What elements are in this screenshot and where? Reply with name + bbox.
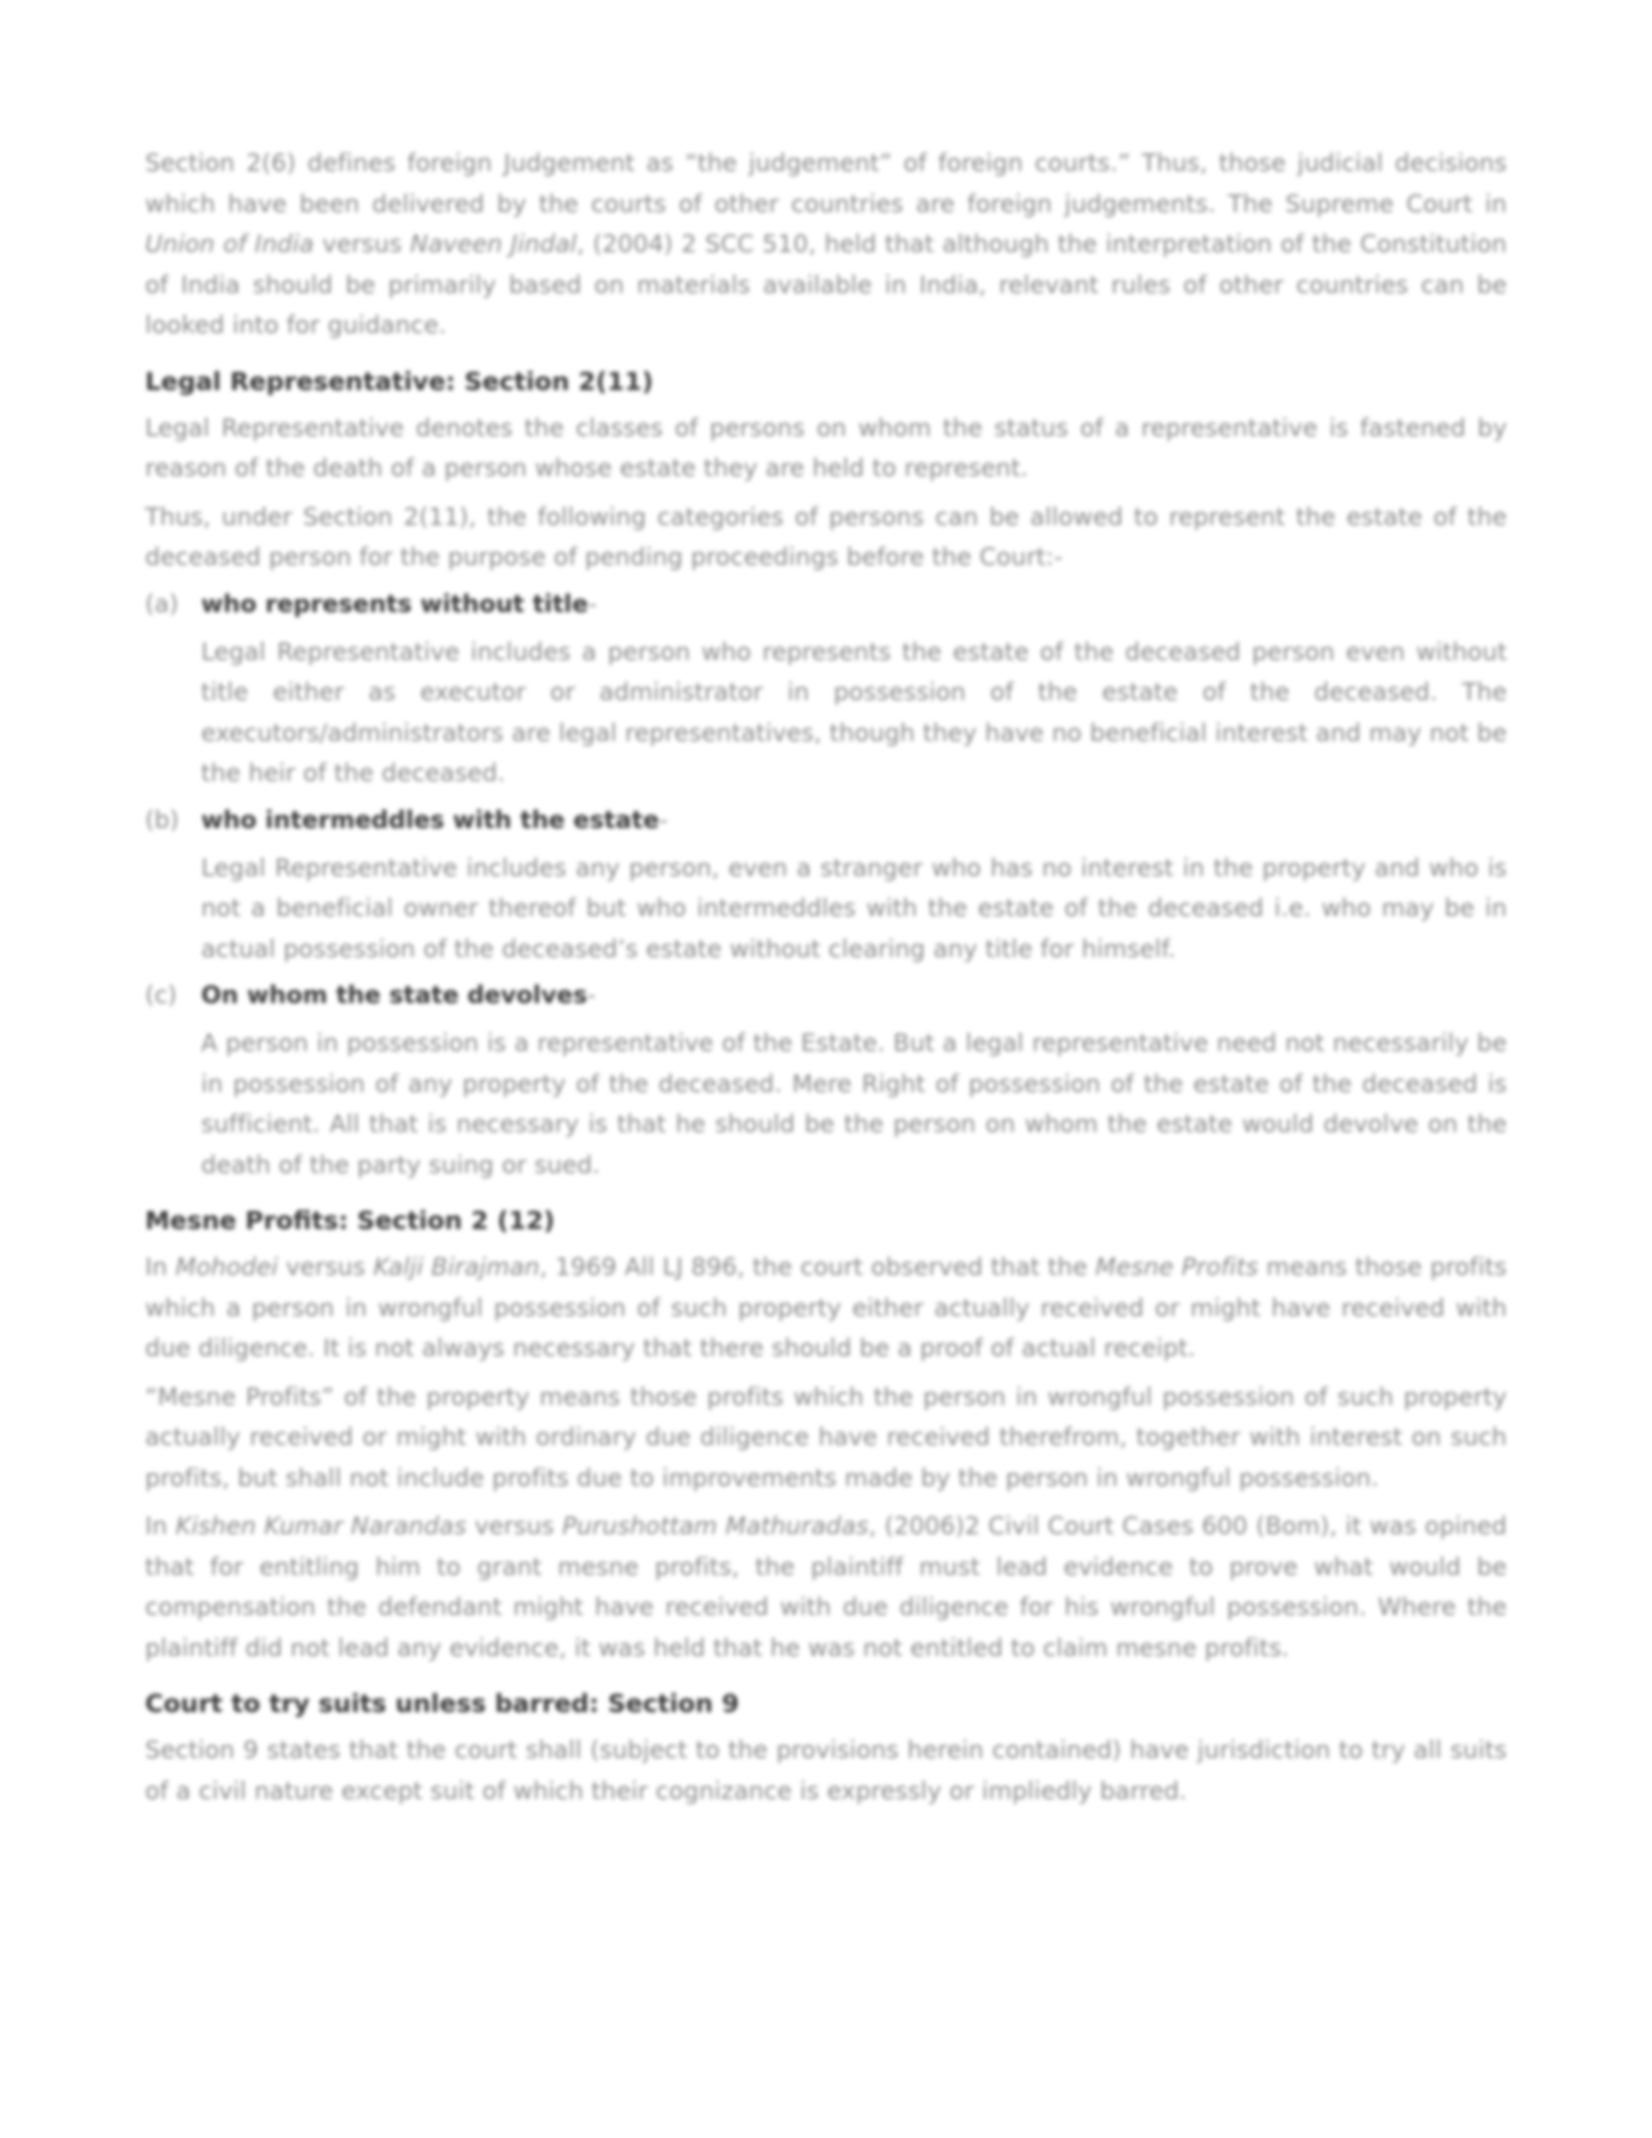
text-run: , (2006)2 Civil Court Cases 600 (Bom), it was opined that for entitling him to grant mesne profits, the plaintiff must lead evidence to prove what would be compensation the defendant might have received with due diligence for his wrongful possession. Where the plaintiff did not lead any evidence, it was held that he was not entitled to claim mesne profits. xyxy=(145,1512,1508,1662)
mesne-profits-second-case xyxy=(145,1506,1507,1668)
case-name: Mohodei xyxy=(175,1253,278,1281)
text-run: In xyxy=(145,1253,176,1281)
document-page xyxy=(145,143,1507,1819)
list-item-body-b xyxy=(201,848,1507,970)
list-item-body-a xyxy=(201,632,1507,794)
text-run: versus xyxy=(277,1253,374,1281)
case-name: Union of India xyxy=(145,230,315,258)
list-item-dash: - xyxy=(587,981,596,1009)
mesne-profits-heading: Mesne Profits: Section 2 (12) xyxy=(145,1206,555,1235)
list-marker: (a) xyxy=(145,589,179,618)
list-item-dash: - xyxy=(659,805,668,834)
list-item-text: Legal Representative includes a person who represents the estate of the deceased person even without title either as executor or administrator in possession of the estate of the deceased. The executors/administrators are legal representatives, though they have no beneficial interest and may not be the heir of the deceased. xyxy=(201,637,1507,787)
section-9-paragraph: Section 9 states that the court shall (subject to the provisions herein contained) have jurisdiction to try all suits of a civil nature except suit of which their cognizance is expressly or impliedly barred. xyxy=(145,1736,1507,1805)
list-item-title: On whom the state devolves xyxy=(201,981,588,1009)
legal-representative-categories: Thus, under Section 2(11), the following categories of persons can be allowed to represent the estate of the deceased person for the purpose of pending proceedings before the Court:- xyxy=(145,502,1507,571)
legal-representative-definition: Legal Representative denotes the classes of persons on whom the status of a representative is fastened by reason of the death of a person whose estate they are held to represent. xyxy=(145,413,1507,482)
text-run: , (2004) 2 SCC 510, held that although the interpretation of the Constitution of India should be primarily based on materials available in India, relevant rules of other countries can be looked into for guidance. xyxy=(145,230,1507,339)
text-run: means those profits which a person in wrongful possession of such property either actually received or might have received with due diligence. It is not always necessary that there should be a proof of actual receipt. xyxy=(145,1253,1507,1362)
text-run: , 1969 All LJ 896, the court observed that the xyxy=(539,1253,1096,1281)
list-item-text: A person in possession is a representative of the Estate. But a legal representative need not necessarily be in possession of any property of the deceased. Mere Right of possession of the estate of the deceased is sufficient. All that is necessary is that he should be the person on whom the estate would devolve on the death of the party suing or sued. xyxy=(201,1029,1507,1179)
case-name: Kishen Kumar Narandas xyxy=(175,1512,467,1540)
text-run: versus xyxy=(314,230,411,258)
mesne-profits-definition: “Mesne Profits” of the property means those profits which the person in wrongful possession of such property actually received or might with ordinary due diligence have received therefrom, together with interest on such profits, but shall not include profits due to improvements made by the person in wrongful possession. xyxy=(145,1382,1507,1492)
intro-paragraph xyxy=(145,143,1507,346)
section-9-heading: Court to try suits unless barred: Section 9 xyxy=(145,1689,740,1718)
list-marker: (c) xyxy=(145,981,177,1009)
text-run: versus xyxy=(466,1512,563,1540)
list-item-body-c xyxy=(201,1023,1507,1185)
case-name: Naveen Jindal xyxy=(410,230,577,258)
list-item-title: who intermeddles with the estate xyxy=(201,805,660,834)
list-item-b xyxy=(145,802,1507,838)
text-run: In xyxy=(145,1512,176,1540)
list-item-title: who represents without title xyxy=(201,589,589,618)
text-run: Section 2(6) defines foreign Judgement as “the judgement” of foreign courts.” Thus, those judicial decisions which have been delivered by the courts of other countries are foreign judgements. The Supreme Court in xyxy=(145,149,1507,218)
case-name: Kalji Birajman xyxy=(373,1253,540,1281)
case-name: Purushottam Mathuradas xyxy=(562,1512,869,1540)
mesne-profits-case-paragraph xyxy=(145,1247,1507,1369)
list-item-c xyxy=(145,977,1507,1013)
term: Mesne Profits xyxy=(1095,1253,1259,1281)
list-item-a xyxy=(145,586,1507,622)
list-item-dash: - xyxy=(588,589,597,618)
list-marker: (b) xyxy=(145,805,179,834)
legal-representative-heading: Legal Representative: Section 2(11) xyxy=(145,366,654,396)
list-item-text: Legal Representative includes any person, even a stranger who has no interest in the property and who is not a beneficial owner thereof but who intermeddles with the estate of the deceased i.e. who may be in actual possession of the deceased’s estate without clearing any title for himself. xyxy=(201,853,1507,963)
